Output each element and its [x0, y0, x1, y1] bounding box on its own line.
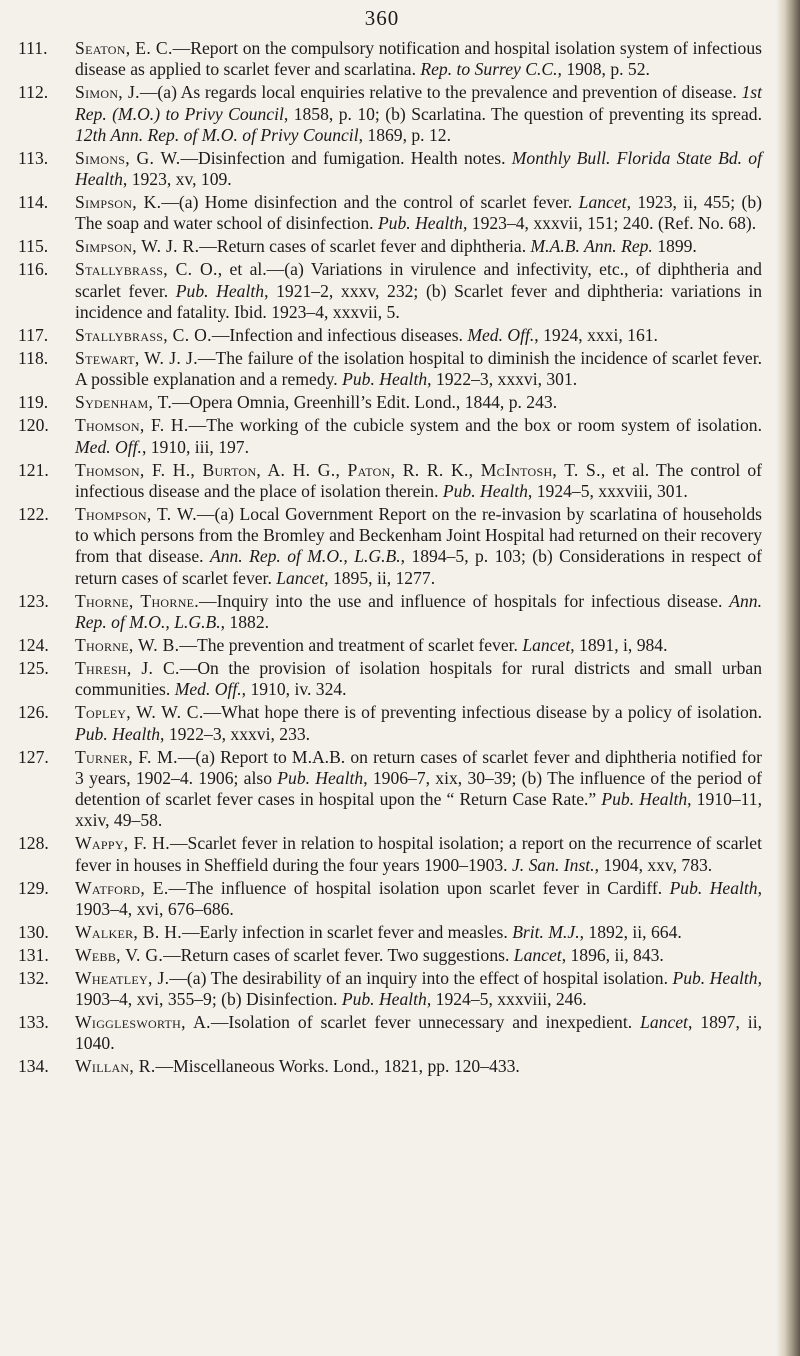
entry-title: —(a) The desirability of an inquiry into the effect of hospital isolation.	[169, 967, 668, 988]
entry-title: —Scarlet fever in relation to hospital isolation; a report on the recurrence of scarlet fever in houses in Sheffield during the four years 1900–1903.	[75, 833, 762, 875]
entry-details: , 1910–11, xxiv, 49–58.	[75, 789, 763, 831]
entry-number: 116.	[18, 259, 49, 280]
entry-source: Pub. Health	[175, 280, 265, 301]
entry-source: Brit. M.J.	[512, 921, 580, 942]
entry-number: 117.	[18, 324, 49, 345]
entry-title: —On the provision of isolation hospitals for rural districts and small urban communities.	[75, 657, 762, 700]
entry-title: —What hope there is of preventing infectious disease by a policy of isolation.	[203, 702, 762, 723]
entry-source: Pub. Health	[601, 789, 688, 810]
entry-source: Pub. Health	[377, 213, 463, 234]
entry-author: Thomson, F. H., Burton, A. H. G., Paton, R. R. K., McIntosh, T. S.	[75, 459, 601, 480]
entry-author: Sydenham, T.	[75, 392, 173, 413]
entry-details: , 1903–4, xvi, 676–686.	[75, 877, 762, 919]
entry-details: , 1904, xxv, 783.	[594, 854, 713, 875]
entry-title: —Early infection in scarlet fever and measles.	[181, 921, 508, 942]
entry-number: 121.	[18, 459, 49, 480]
entry-details: , 1906–7, xix, 30–39; (b) The influence of the period of detention of scarlet fever cases in hospital upon the “ Return Case Rate.”	[75, 767, 762, 810]
entry-source: Ann. Rep. of M.O., L.G.B.	[75, 590, 762, 632]
entry-details: , 1924–5, xxxviii, 246.	[426, 989, 587, 1010]
entry-title: —Return cases of scarlet fever and diphtheria.	[199, 236, 527, 257]
entry-title: —Opera Omnia, Greenhill’s Edit. Lond., 1844, p. 243.	[172, 392, 558, 413]
entry-details: , 1910, iv. 324.	[241, 679, 347, 700]
entry-source: Lancet	[276, 567, 325, 588]
entry-author: Stewart, W. J. J.	[75, 347, 198, 368]
bibliography-entry	[18, 591, 762, 634]
entry-details: , 1895, ii, 1277.	[324, 567, 436, 588]
entry-title: —(a) Report to M.A.B. on return cases of scarlet fever and diphtheria notified for 3 years, 1902–4. 1906; also	[75, 746, 762, 788]
entry-details: , 1858, p. 10; (b) Scarlatina. The question of preventing its spread.	[283, 103, 762, 124]
bibliography-entry	[18, 236, 762, 257]
entry-number: 122.	[18, 503, 49, 524]
entry-details: , 1923–4, xxxvii, 151; 240. (Ref. No. 68).	[462, 213, 757, 234]
entry-source: Med. Off.	[467, 324, 535, 345]
bibliography-entry	[18, 1056, 762, 1077]
page-edge-shadow	[776, 0, 800, 1356]
entry-source: Pub. Health	[672, 967, 758, 988]
entry-number: 132.	[18, 967, 49, 988]
bibliography-list	[18, 38, 762, 1079]
entry-source: M.A.B. Ann. Rep.	[530, 236, 653, 257]
entry-number: 130.	[18, 921, 49, 942]
entry-title: —The influence of hospital isolation upon scarlet fever in Cardiff.	[168, 877, 663, 898]
entry-author: Thorne, W. B.	[75, 634, 180, 655]
entry-author: Stallybrass, C. O.	[75, 324, 212, 345]
entry-author: Topley, W. W. C.	[75, 702, 204, 723]
bibliography-entry	[18, 747, 762, 832]
entry-details: , 1891, i, 984.	[570, 634, 668, 655]
entry-author: Turner, F. M.	[75, 746, 178, 767]
entry-source: Lancet	[578, 192, 627, 213]
entry-title: —Report on the compulsory notification and hospital isolation system of infectious disease as applied to scarlet fever and scarlatina.	[75, 38, 762, 80]
entry-title: —The failure of the isolation hospital to diminish the incidence of scarlet fever. A possible explanation and a remedy.	[75, 347, 762, 390]
entry-title: —Infection and infectious diseases.	[211, 324, 463, 345]
entry-number: 127.	[18, 746, 49, 767]
bibliography-entry	[18, 702, 762, 745]
entry-title: —Return cases of scarlet fever. Two suggestions.	[163, 944, 510, 965]
entry-number: 115.	[18, 236, 49, 257]
entry-details: , 1922–3, xxxvi, 301.	[427, 369, 578, 390]
entry-author: Webb, V. G.	[75, 944, 164, 965]
entry-number: 124.	[18, 634, 49, 655]
entry-source: Pub. Health	[442, 480, 528, 501]
bibliography-entry	[18, 504, 762, 589]
entry-number: 112.	[18, 82, 49, 103]
entry-title: —The working of the cubicle system and the box or room system of isolation.	[188, 415, 762, 436]
entry-author: Thorne, Thorne.	[75, 590, 199, 611]
entry-number: 111.	[18, 38, 48, 58]
entry-source: Med. Off.	[174, 679, 242, 700]
bibliography-entry	[18, 460, 762, 503]
entry-details: , 1910, iii, 197.	[141, 436, 249, 457]
entry-details: , 1882.	[220, 611, 270, 632]
entry-author: Seaton, E. C.	[75, 38, 173, 58]
entry-author: Simons, G. W.	[75, 147, 181, 168]
entry-details: , 1923, ii, 455; (b) The soap and water school of disinfection.	[75, 192, 762, 234]
bibliography-entry	[18, 658, 762, 701]
bibliography-entry	[18, 968, 762, 1011]
bibliography-entry	[18, 148, 762, 191]
entry-details: , 1924–5, xxxviii, 301.	[527, 480, 688, 501]
entry-number: 125.	[18, 657, 49, 678]
bibliography-entry	[18, 878, 762, 921]
bibliography-entry	[18, 922, 762, 943]
bibliography-entry	[18, 348, 762, 391]
bibliography-entry	[18, 415, 762, 458]
entry-number: 129.	[18, 877, 49, 898]
entry-title: —Miscellaneous Works. Lond., 1821, pp. 120–433.	[155, 1056, 520, 1077]
entry-details: , 1896, ii, 843.	[561, 944, 664, 965]
entry-title: —Disinfection and fumigation. Health notes.	[180, 147, 506, 168]
entry-number: 118.	[18, 347, 49, 368]
entry-source: Pub. Health	[277, 767, 364, 788]
bibliography-entry	[18, 192, 762, 235]
entry-source: Rep. to Surrey C.C.	[420, 59, 558, 80]
entry-title: —(a) As regards local enquiries relative to the prevalence and prevention of disease.	[139, 82, 737, 103]
bibliography-entry	[18, 1012, 762, 1055]
bibliography-entry	[18, 38, 762, 81]
bibliography-entry	[18, 325, 762, 346]
entry-title: —(a) Home disinfection and the control of scarlet fever.	[161, 192, 573, 213]
entry-source: Pub. Health	[341, 989, 427, 1010]
entry-title: , et al. The control of infectious disease and the place of isolation therein.	[75, 459, 762, 501]
entry-details: , 1924, xxxi, 161.	[534, 324, 658, 345]
entry-source: Ann. Rep. of M.O., L.G.B.	[209, 546, 401, 567]
entry-author: Wheatley, J.	[75, 967, 170, 988]
entry-details: , 1894–5, p. 103; (b) Considerations in respect of return cases of scarlet fever.	[75, 546, 762, 588]
entry-number: 131.	[18, 944, 49, 965]
entry-details: , 1903–4, xvi, 355–9; (b) Disinfection.	[75, 967, 762, 1010]
entry-source: Med. Off.	[75, 436, 142, 457]
entry-title: —(a) Local Government Report on the re-invasion by scarlatina of households to which persons from the Bromley and Beckenham Joint Hospital had returned on their recovery from that disease.	[75, 503, 762, 567]
entry-number: 128.	[18, 833, 49, 854]
bibliography-entry	[18, 82, 762, 146]
bibliography-entry	[18, 259, 762, 323]
entry-details: , 1869, p. 12.	[358, 124, 451, 145]
entry-source: 12th Ann. Rep. of M.O. of Privy Council	[75, 124, 359, 145]
entry-number: 133.	[18, 1012, 49, 1033]
entry-details: , 1921–2, xxxv, 232; (b) Scarlet fever and diphtheria: variations in incidence and fatality. Ibid. 1923–4, xxxvii, 5.	[75, 280, 762, 322]
entry-details: , 1892, ii, 664.	[579, 921, 682, 942]
entry-author: Thresh, J. C.	[75, 657, 180, 678]
entry-author: Thompson, T. W.	[75, 503, 197, 524]
entry-source: Pub. Health	[75, 723, 161, 744]
entry-number: 113.	[18, 147, 49, 168]
bibliography-entry	[18, 833, 762, 876]
entry-author: Simon, J.	[75, 82, 140, 103]
entry-details: , 1922–3, xxxvi, 233.	[160, 723, 311, 744]
entry-source: 1st Rep. (M.O.) to Privy Council	[75, 82, 762, 124]
entry-source: Pub. Health	[669, 877, 758, 898]
entry-number: 123.	[18, 590, 49, 611]
entry-number: 114.	[18, 192, 49, 213]
entry-source: Monthly Bull. Florida State Bd. of Health	[75, 147, 762, 190]
entry-author: Watford, E.	[75, 877, 169, 898]
entry-author: Walker, B. H.	[75, 921, 182, 942]
entry-number: 120.	[18, 415, 49, 436]
entry-title: —Inquiry into the use and influence of hospitals for infectious disease.	[199, 590, 723, 611]
entry-details: 1899.	[652, 236, 697, 257]
entry-author: Wappy, F. H.	[75, 833, 170, 854]
entry-author: Thomson, F. H.	[75, 415, 189, 436]
entry-author: Simpson, K.	[75, 192, 162, 213]
entry-author: Simpson, W. J. R.	[75, 236, 200, 257]
entry-source: Lancet	[640, 1012, 688, 1033]
entry-details: , 1923, xv, 109.	[122, 169, 232, 190]
entry-source: Lancet	[522, 634, 571, 655]
entry-title: —The prevention and treatment of scarlet fever.	[179, 634, 518, 655]
entry-details: , 1897, ii, 1040.	[75, 1012, 762, 1054]
entry-author: Stallybrass, C. O.	[75, 259, 218, 280]
entry-title: —Isolation of scarlet fever unnecessary and inexpedient.	[210, 1012, 633, 1033]
entry-author: Wigglesworth, A.	[75, 1012, 211, 1033]
bibliography-entry	[18, 635, 762, 656]
entry-author: Willan, R.	[75, 1056, 156, 1077]
page-number: 360	[364, 6, 400, 30]
entry-number: 134.	[18, 1056, 49, 1077]
bibliography-entry	[18, 945, 762, 966]
entry-details: , 1908, p. 52.	[557, 59, 650, 80]
entry-source: Pub. Health	[342, 369, 428, 390]
bibliography-entry	[18, 392, 762, 413]
entry-source: J. San. Inst.	[512, 854, 595, 875]
entry-title: , et al.—(a) Variations in virulence and infectivity, etc., of diphtheria and scarlet fever.	[75, 259, 762, 301]
entry-source: Lancet	[513, 944, 562, 965]
entry-number: 119.	[18, 392, 49, 413]
entry-number: 126.	[18, 702, 49, 723]
